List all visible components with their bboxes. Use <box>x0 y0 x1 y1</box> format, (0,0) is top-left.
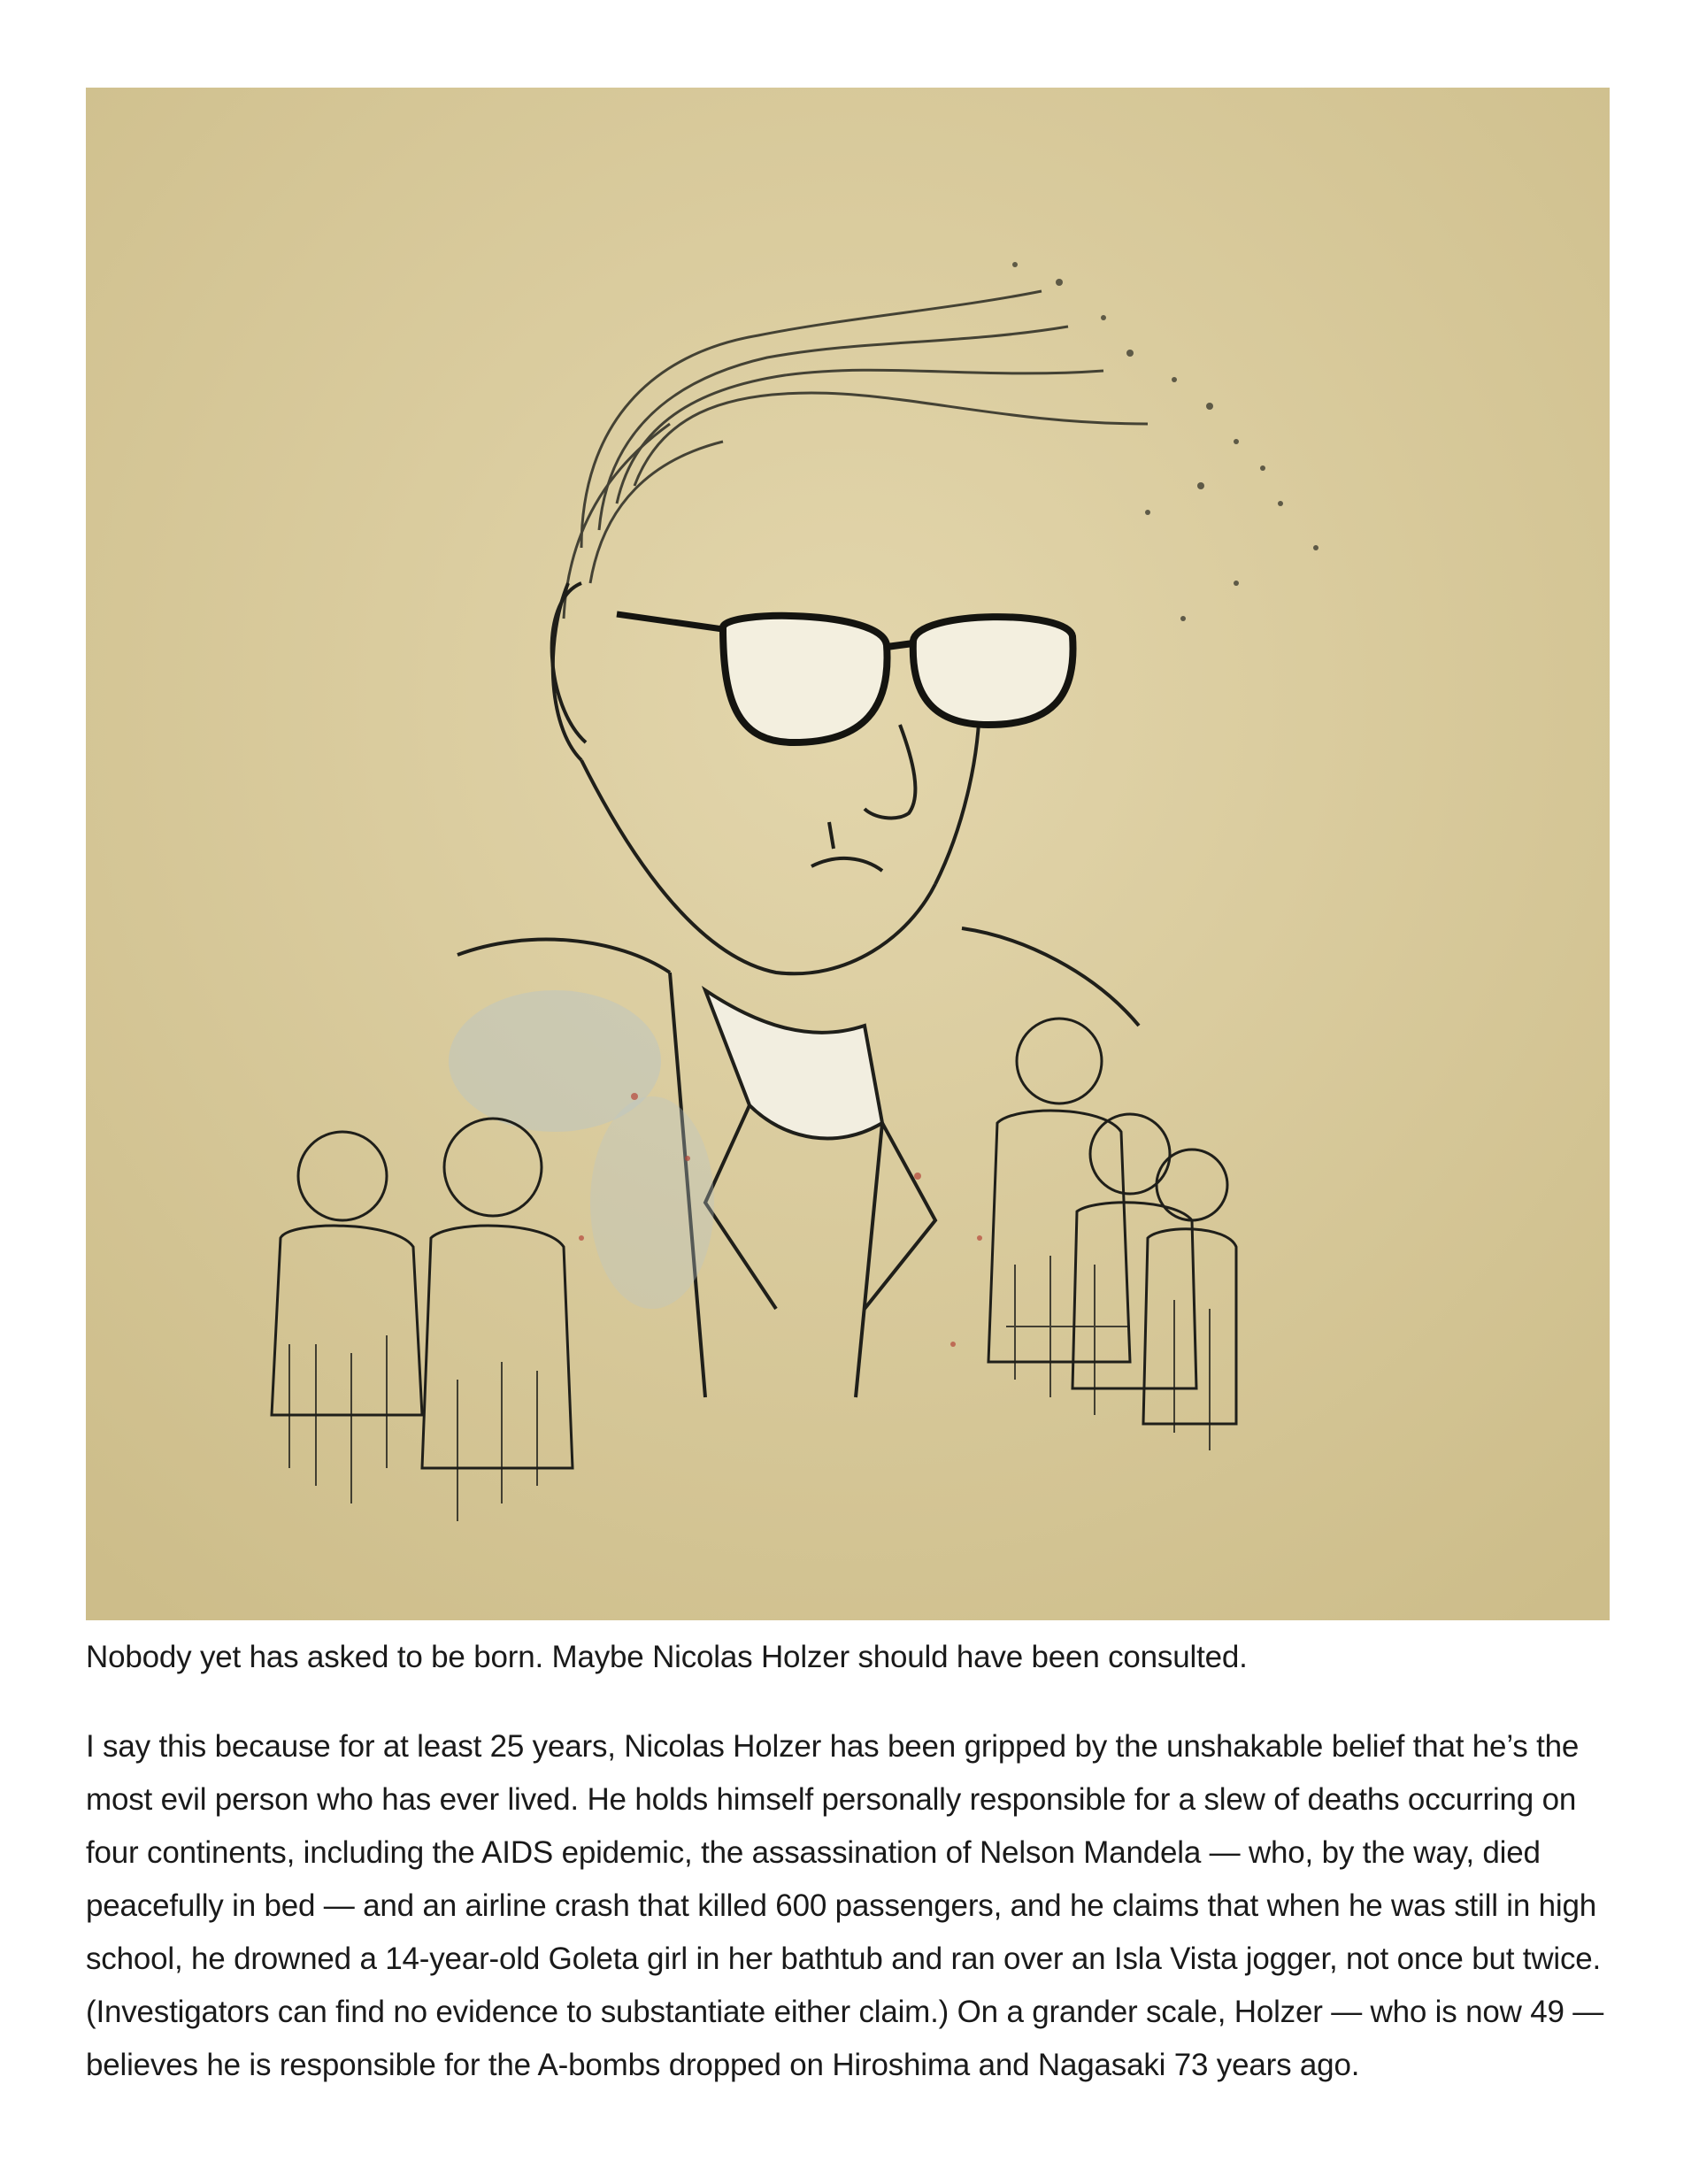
article-paragraph: I say this because for at least 25 years, Nicolas Holzer has been gripped by the unshakable belief that he’s the most evil person who has ever lived. He holds himself personally responsible for a slew of deaths occurring on four continents, including the AIDS epidemic, the assassination of Nelson Mandela — who, by the way, died peacefully in bed — and an airline crash that killed 600 passengers, and he claims that when he was still in high school, he drowned a 14-year-old Goleta girl in her bathtub and ran over an Isla Vista jogger, not once but twice. (Investigators can find no evidence to substantiate either claim.) On a grander scale, Holzer — who is now 49 — believes he is responsible for the A-bombs dropped on Hiroshima and Nagasaki 73 years ago. <box>86 1729 1604 2082</box>
portrait-illustration <box>86 88 1610 1620</box>
sketch-portrait-icon <box>86 88 1610 1620</box>
image-caption: Nobody yet has asked to be born. Maybe Nicolas Holzer should have been consulted. <box>86 1640 1248 1674</box>
